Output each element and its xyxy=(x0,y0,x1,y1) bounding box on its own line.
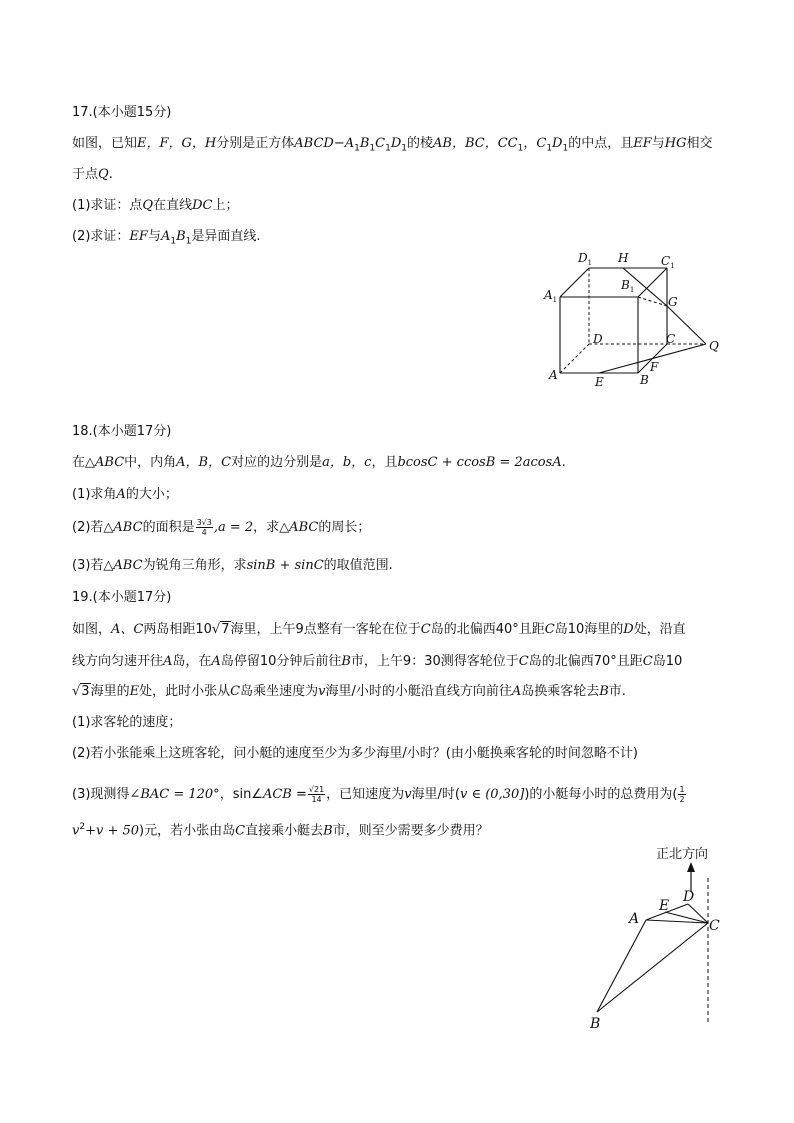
label-E: E xyxy=(595,375,604,389)
label-C1: $C_1$ xyxy=(661,254,675,270)
label-E: E xyxy=(659,898,670,914)
q18-part3: (3)若△ABC为锐角三角形，求sinB + sinC的取值范围. xyxy=(72,558,393,573)
q19-statement-line2: 线方向匀速开往A岛，在A岛停留10分钟后前往B市，上午9：30测得客轮位于C岛的北偏西70°且距C岛10 xyxy=(72,654,683,669)
q17-header: 17.(本小题15分) xyxy=(72,105,172,120)
cube-figure xyxy=(530,245,730,395)
q18-statement: 在△ABC中，内角A，B，C对应的边分别是a，b，c，且bcosC + ccosB = 2acosA. xyxy=(72,455,566,470)
q19-part3-line2: $v^2+v + 50$)元，若小张由岛C直接乘小艇去B市，则至少需要多少费用？ xyxy=(72,822,489,839)
label-D: D xyxy=(593,332,603,346)
q19-statement-line3: √3海里的E处，此时小张从C岛乘坐速度为v海里/小时的小艇沿直线方向前往A岛换乘客轮去B市. xyxy=(72,684,626,699)
label-A1: $A_1$ xyxy=(544,288,558,304)
label-B: B xyxy=(640,373,649,387)
q18-part1: (1)求角A的大小； xyxy=(72,487,178,502)
q19-header: 19.(本小题17分) xyxy=(72,590,172,605)
label-G: G xyxy=(668,295,678,309)
q19-part2: (2)若小张能乘上这班客轮，问小艇的速度至少为多少海里/小时？(由小艇换乘客轮的时间忽略不计) xyxy=(72,746,638,761)
label-H: H xyxy=(618,251,629,265)
label-A: A xyxy=(549,368,558,382)
label-B1: $B_1$ xyxy=(621,278,635,294)
label-C: C xyxy=(709,918,720,934)
q17-statement-line2: 于点Q. xyxy=(72,167,113,182)
label-B: B xyxy=(590,1016,601,1032)
label-D: D xyxy=(683,889,695,905)
q19-part1: (1)求客轮的速度； xyxy=(72,715,182,730)
q17-part1: (1)求证：点Q在直线DC上； xyxy=(72,198,239,213)
navigation-figure xyxy=(580,840,740,1040)
label-D1: $D_1$ xyxy=(578,251,593,267)
label-Q: Q xyxy=(709,339,719,353)
q18-part2: (2)若△ABC的面积是 $\frac{3√3}{4}$ ,a = 2，求△ABC的周长； xyxy=(72,518,371,537)
q17-statement-line1: 如图，已知E，F，G，H分别是正方体$ABCD-A_1B_1C_1D_1$的棱AB，BC，$CC_1$，$C_1D_1$的中点，且EF与HG相交 xyxy=(72,136,713,154)
q18-header: 18.(本小题17分) xyxy=(72,424,172,439)
q17-part2: (2)求证：EF与$A_1B_1$是异面直线. xyxy=(72,229,261,247)
q19-statement-line1: 如图，A、C两岛相距10√7海里，上午9点整有一客轮在位于C岛的北偏西40°且距C岛10海里的D处，沿直 xyxy=(72,622,686,637)
label-F: F xyxy=(650,360,659,374)
label-A: A xyxy=(629,911,640,927)
label-C: C xyxy=(666,332,676,346)
north-direction-label: 正北方向 xyxy=(656,847,709,862)
q19-part3: (3)现测得∠BAC = 120°，sin∠ACB = $\frac{√21}{14}$ ，已知速度为v海里/时(v ∈ (0,30])的小艇每小时的总费用为( $\frac{1}{2}$ xyxy=(72,785,685,804)
